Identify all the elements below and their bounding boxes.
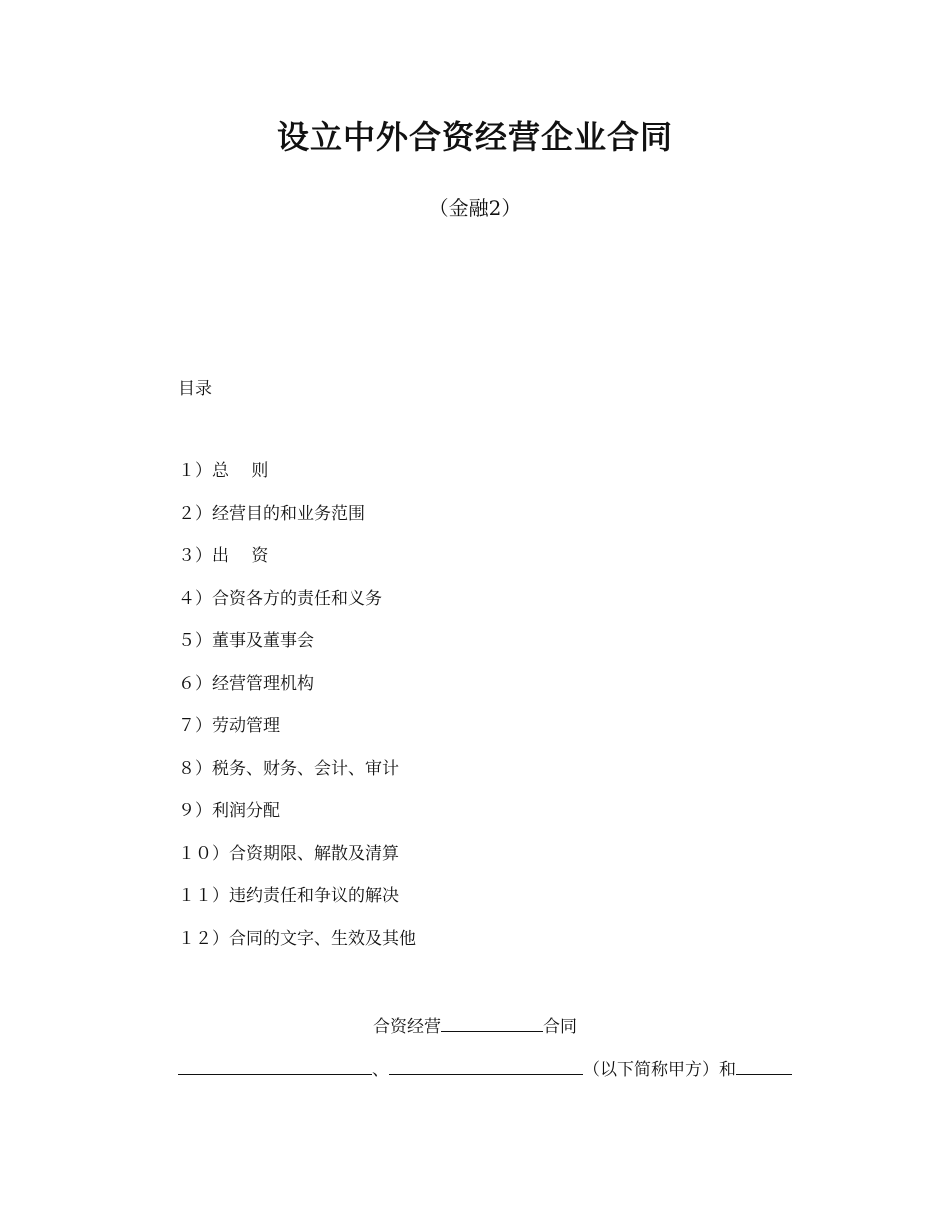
toc-item: ４）合资各方的责任和义务 — [178, 588, 382, 609]
party-c-blank — [736, 1058, 792, 1075]
toc-item: １１）违约责任和争议的解决 — [178, 886, 399, 906]
parties-line — [178, 1055, 792, 1080]
contract-suffix: 合同 — [543, 1017, 577, 1037]
contract-name-blank — [441, 1015, 543, 1032]
table-of-contents — [178, 459, 416, 969]
toc-item: ５）董事及董事会 — [178, 631, 314, 651]
toc-item: １２）合同的文字、生效及其他 — [178, 928, 416, 949]
toc-heading: 目录 — [178, 379, 212, 399]
document-subtitle: （金融2） — [428, 196, 522, 220]
party-a-blank — [178, 1058, 372, 1075]
toc-item: ７）劳动管理 — [178, 716, 280, 736]
document-title: 设立中外合资经营企业合同 — [276, 118, 673, 156]
parties-text: （以下简称甲方）和 — [583, 1060, 736, 1080]
toc-item: １０）合资期限、解散及清算 — [178, 843, 399, 864]
contract-prefix: 合资经营 — [373, 1017, 441, 1037]
toc-item: ９）利润分配 — [178, 801, 280, 821]
toc-item: ２）经营目的和业务范围 — [178, 503, 365, 524]
contract-name-line — [0, 1012, 950, 1037]
toc-item: ６）经营管理机构 — [178, 673, 314, 694]
toc-item: ８）税务、财务、会计、审计 — [178, 758, 399, 779]
toc-item: ３）出 资 — [178, 546, 269, 566]
party-separator: 、 — [372, 1060, 389, 1080]
toc-item: １）总 则 — [178, 461, 269, 481]
party-b-blank — [389, 1058, 583, 1075]
